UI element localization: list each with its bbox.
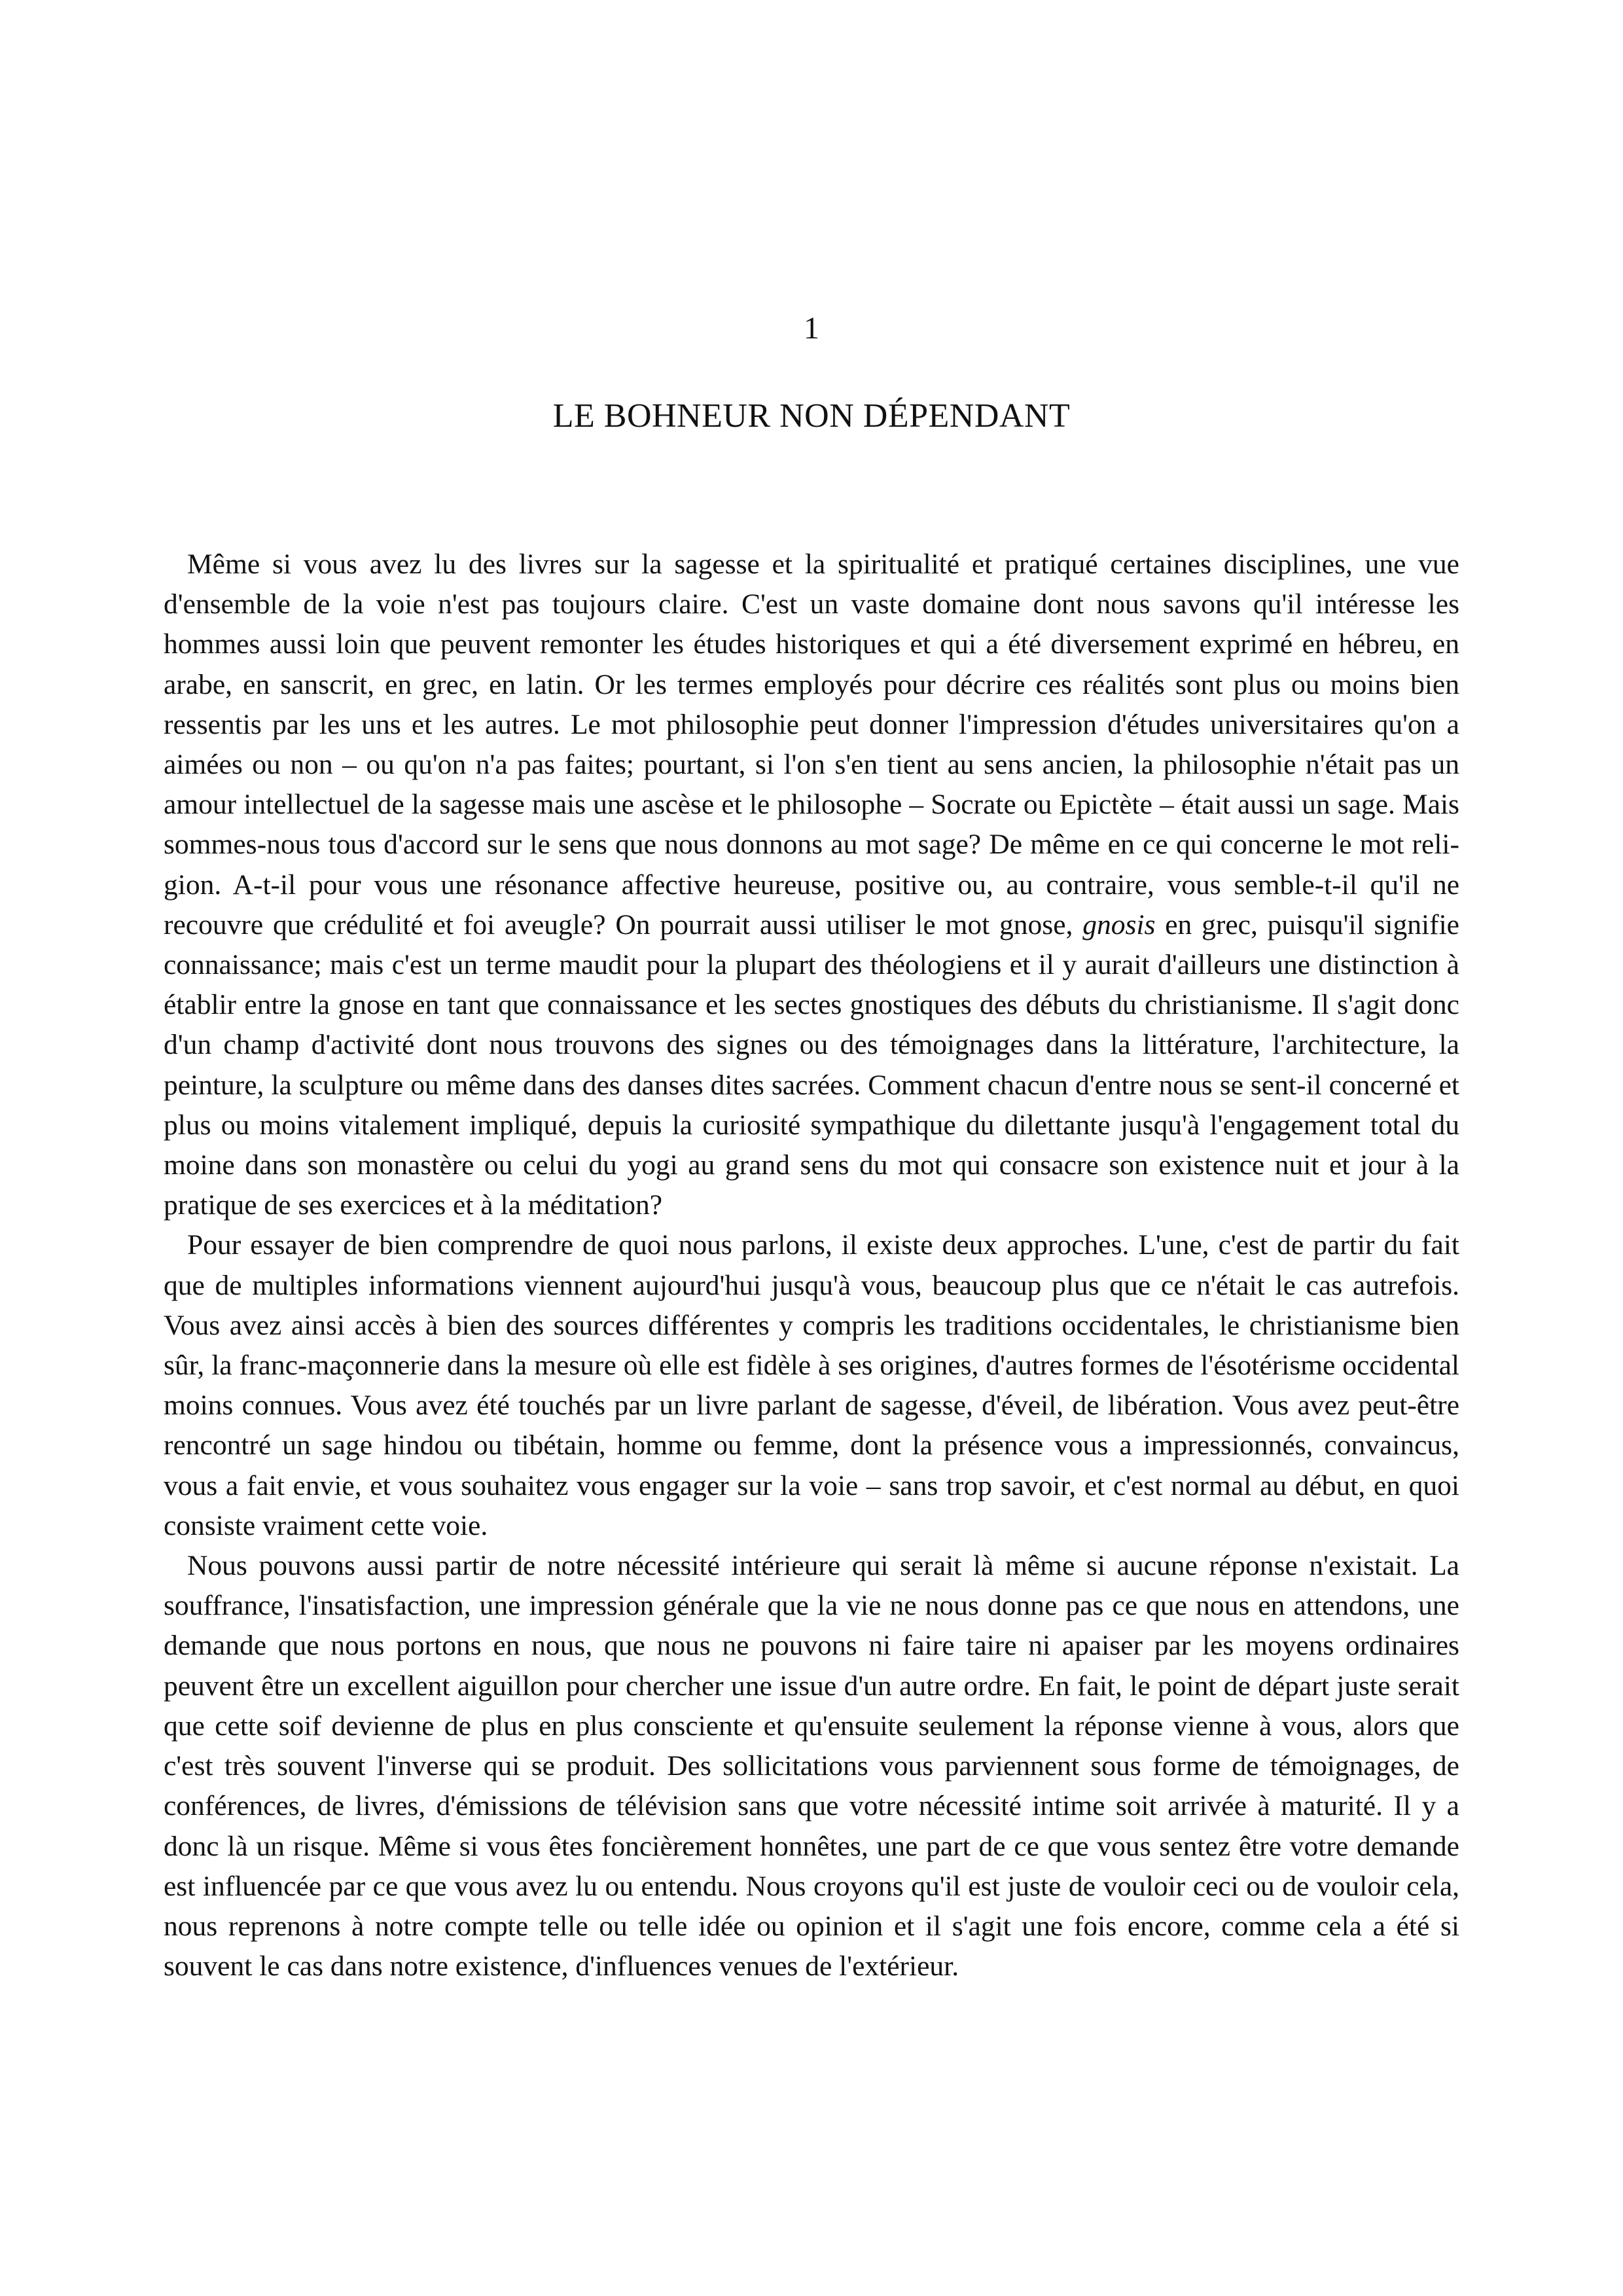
paragraph-1-text-end: en grec, puisqu'il signifie connaissance; mais c'est un terme maudit pour la plupart des théologiens et il y aurait d'ailleurs une distinction à établir entre la gnose en tant que connaissance et les sectes gnostiques des débuts du christianisme. Il s'agit donc d'un champ d'activité dont nous trouvons des signes ou des témoignages dans la littérature, l'architecture, la peinture, la sculpture ou même dans des danses dites sacrées. Comment chacun d'entre nous se sent-il concerné et plus ou moins vitalement impliqué, depuis la curiosité sympathique du dilettante jusqu'à l'engagement total du moine dans son monastère ou celui du yogi au grand sens du mot qui consacre son existence nuit et jour à la pratique de ses exercices et à la méditation? [164,908,1459,1221]
chapter-body [164,545,1459,1986]
paragraph-1-text-start: Même si vous avez lu des livres sur la sagesse et la spiritualité et pratiqué certaines disciplines, une vue d'ensemble de la voie n'est pas toujours claire. C'est un vaste domaine dont nous savons qu'il intéresse les hommes aussi loin que peuvent remonter les études historiques et qui a été diversement exprimé en hébreu, en arabe, en sanscrit, en grec, en latin. Or les termes employés pour décrire ces réalités sont plus ou moins bien ressentis par les uns et les autres. Le mot philosophie peut donner l'impression d'études universitaires qu'on a aimées ou non – ou qu'on n'a pas faites; pourtant, si l'on s'en tient au sens ancien, la philosophie n'était pas un amour intellectuel de la sagesse mais une ascèse et le philosophe – Socrate ou Epictète – était aussi un sage. Mais sommes-nous tous d'accord sur le sens que nous donnons au mot sage? De même en ce qui concerne le mot religion. A-t-il pour vous une résonance affective heureuse, positive ou, au contraire, vous semble-t-il qu'il ne recouvre que crédulité et foi aveugle? On pourrait aussi utiliser le mot gnose, [164,548,1459,941]
paragraph-2: Pour essayer de bien comprendre de quoi nous parlons, il existe deux approches. L'une, c'est de partir du fait que de multiples informations viennent aujourd'hui jusqu'à vous, beaucoup plus que ce n'était le cas autrefois. Vous avez ainsi accès à bien des sources différentes y compris les traditions occidentales, le christianisme bien sûr, la franc-maçonnerie dans la mesure où elle est fidèle à ses origines, d'autres formes de l'ésotérisme occidental moins connues. Vous avez été touchés par un livre parlant de sagesse, d'éveil, de libération. Vous avez peut-être rencontré un sage hindou ou tibétain, homme ou femme, dont la présence vous a impressionnés, convaincus, vous a fait envie, et vous souhaitez vous engager sur la voie – sans trop savoir, et c'est normal au début, en quoi consiste vraiment cette voie. [164,1229,1459,1541]
italic-term-gnosis: gnosis [1082,908,1156,941]
chapter-number: 1 [804,311,819,346]
paragraph-3: Nous pouvons aussi partir de notre nécessité intérieure qui serait là même si aucune réponse n'existait. La souffrance, l'insatisfaction, une impression générale que la vie ne nous donne pas ce que nous en attendons, une demande que nous portons en nous, que nous ne pouvons ni faire taire ni apaiser par les moyens ordinaires peuvent être un excellent aiguillon pour chercher une issue d'un autre ordre. En fait, le point de départ juste serait que cette soif devienne de plus en plus consciente et qu'ensuite seulement la réponse vienne à vous, alors que c'est très souvent l'inverse qui se produit. Des sollicitations vous parviennent sous forme de témoignages, de conférences, de livres, d'émissions de télévision sans que votre nécessité intime soit arrivée à maturité. Il y a donc là un risque. Même si vous êtes foncièrement honnêtes, une part de ce que vous sentez être votre demande est influencée par ce que vous avez lu ou entendu. Nous croyons qu'il est juste de vouloir ceci ou de vouloir cela, nous reprenons à notre compte telle ou telle idée ou opinion et il s'agit une fois encore, comme cela a été si souvent le cas dans notre existence, d'influences venues de l'extérieur. [164,1550,1459,1982]
chapter-title: LE BOHNEUR NON DÉPENDANT [552,397,1071,435]
paragraph-1 [164,545,1459,1225]
